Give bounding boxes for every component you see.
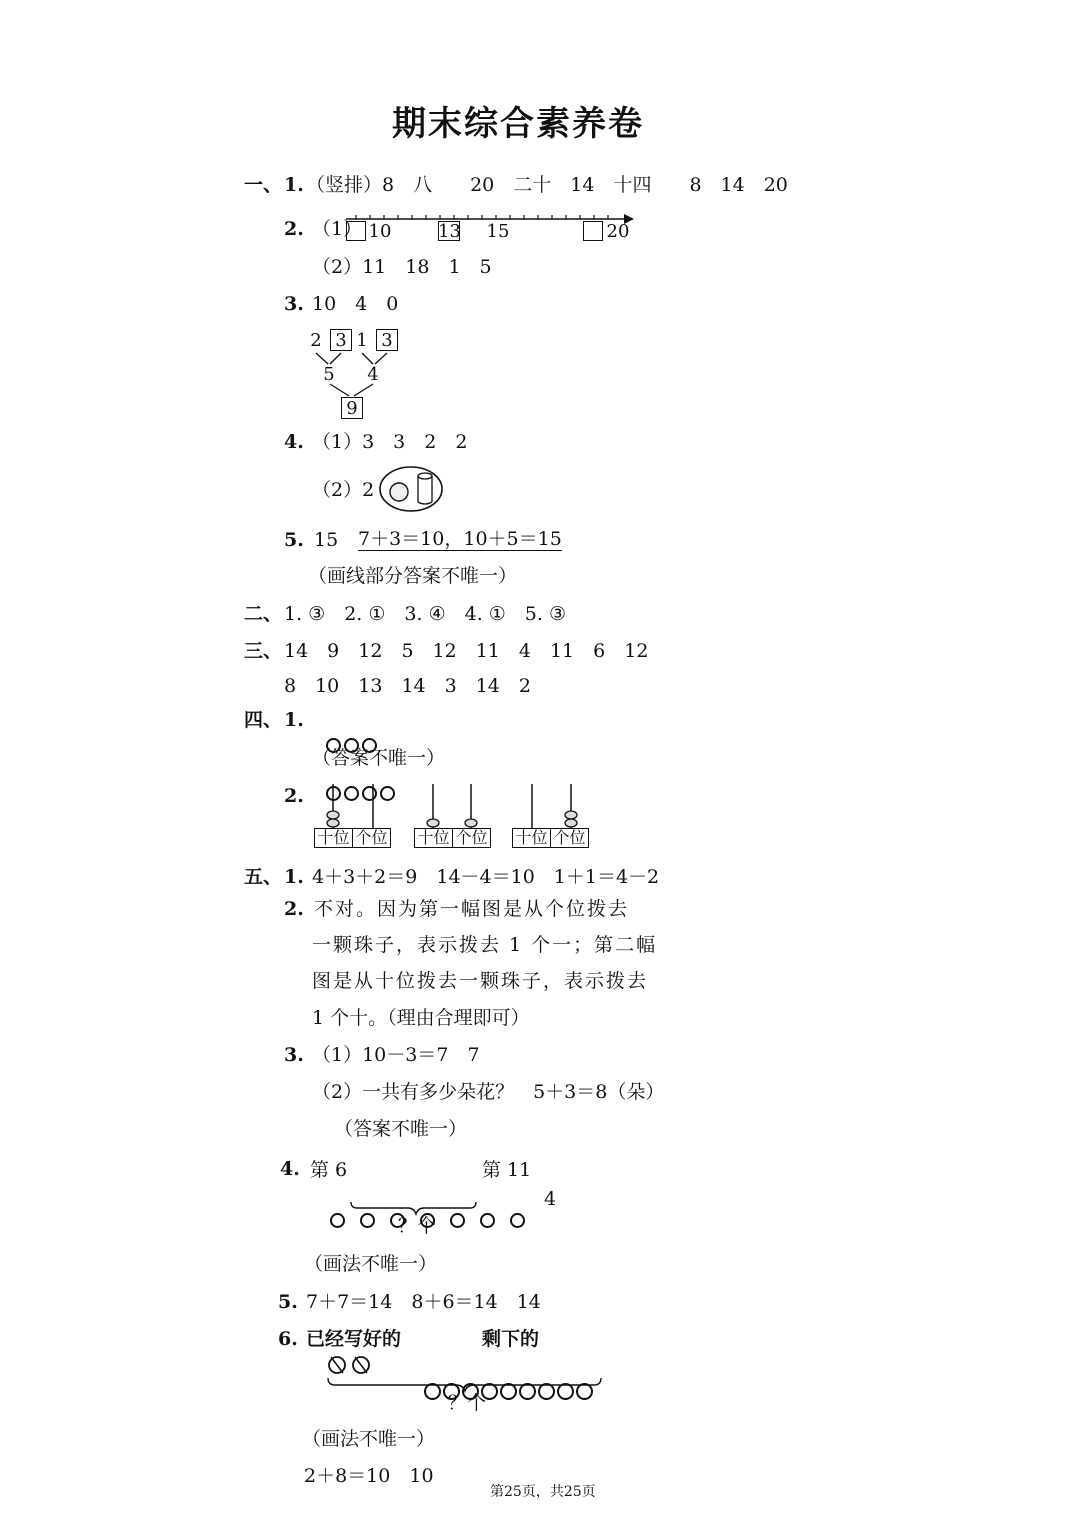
section-1-number: 一、 — [244, 174, 283, 196]
q5-4-last-label: 第 11 — [482, 1159, 532, 1181]
q5-3-note: （答案不唯一） — [334, 1118, 468, 1140]
q5-2-line2: 一颗珠子，表示拨去 1 个一；第二幅 — [312, 934, 658, 956]
tree-value-5: 5 — [323, 364, 335, 385]
q5-6-left-label: 剩下的 — [482, 1328, 540, 1350]
q1-1-answer: （竖排）8 八 20 二十 14 十四 8 14 20 — [306, 174, 788, 196]
abacus-1-tens: 十位 — [314, 828, 353, 848]
q1-2-label: 2. — [284, 218, 304, 240]
abacus-2-ones: 个位 — [452, 828, 491, 848]
section-3-number: 三、 — [244, 640, 283, 662]
tree-value-3b: 3 — [381, 330, 393, 351]
tick-label-13: 13 — [438, 221, 461, 242]
q1-5-answer: 15 — [314, 529, 339, 551]
q5-6-answer: 2＋8＝10 10 — [304, 1465, 434, 1487]
section-2-number: 二、 — [244, 603, 283, 625]
q5-2-line1: 不对。因为第一幅图是从个位拨去 — [314, 898, 630, 920]
q5-3-part2: （2）一共有多少朵花？ 5＋3＝8（朵） — [312, 1081, 665, 1103]
q5-4-label: 4. — [280, 1158, 300, 1180]
q1-2-part1: （1） — [312, 218, 363, 240]
q1-4-part1: （1）3 3 2 2 — [312, 431, 468, 453]
tree-value-9: 9 — [346, 398, 358, 419]
q4-1-label: 1. — [284, 709, 304, 731]
tick-label-10: 10 — [368, 221, 392, 242]
q4-1-note: （答案不唯一） — [312, 747, 446, 769]
q5-1-label: 1. — [284, 866, 304, 888]
abacus-3-ones: 个位 — [550, 828, 589, 848]
section-4-number: 四、 — [244, 709, 283, 731]
q5-6-note: （画法不唯一） — [302, 1428, 436, 1450]
q5-3-part1: （1）10－3＝7 7 — [312, 1044, 480, 1066]
tree-value-2: 2 — [310, 330, 322, 351]
q1-2-part2: （2）11 18 1 5 — [312, 256, 492, 278]
abacus-3-tens: 十位 — [512, 828, 551, 848]
q1-4-part2: （2）2 — [312, 479, 375, 501]
q5-6-label: 6. — [278, 1328, 298, 1350]
q5-2-label: 2. — [284, 898, 304, 920]
section-2-answers: 1. ③ 2. ① 3. ④ 4. ① 5. ③ — [284, 603, 567, 625]
q1-3-answer: 10 4 0 — [312, 293, 399, 315]
q5-2-line3: 图是从十位拨去一颗珠子，表示拨去 — [312, 970, 649, 992]
tree-value-3a: 3 — [335, 330, 347, 351]
tick-label-20: 20 — [606, 221, 630, 242]
q1-3-label: 3. — [284, 293, 304, 315]
q5-4-answer: 4 — [544, 1188, 557, 1210]
q5-4-brace-label: ？个 — [398, 1215, 437, 1237]
q5-6-brace-label: ？个 — [448, 1392, 487, 1414]
q5-3-label: 3. — [284, 1044, 304, 1066]
q5-5-label: 5. — [278, 1291, 298, 1313]
section-3-row1: 14 9 12 5 12 11 4 11 6 12 — [284, 640, 649, 662]
q5-4-note: （画法不唯一） — [304, 1253, 438, 1275]
abacus-1-ones: 个位 — [352, 828, 391, 848]
section-5-number: 五、 — [244, 866, 283, 888]
page-title: 期末综合素养卷 — [392, 104, 644, 144]
abacus-2-tens: 十位 — [414, 828, 453, 848]
section-3-row2: 8 10 13 14 3 14 2 — [284, 675, 531, 697]
q5-4-first-label: 第 6 — [310, 1159, 348, 1181]
q5-5-answer: 7＋7＝14 8＋6＝14 14 — [306, 1291, 541, 1313]
q5-2-line4: 1 个十。（理由合理即可） — [312, 1007, 530, 1029]
q1-5-underlined: 7＋3＝10，10＋5＝15 — [358, 528, 562, 550]
q5-6-written-label: 已经写好的 — [306, 1328, 402, 1350]
tree-value-1: 1 — [356, 330, 368, 351]
q1-5-label: 5. — [284, 529, 304, 551]
tick-label-15: 15 — [486, 221, 510, 242]
q5-1-answer: 4＋3＋2＝9 14－4＝10 1＋1＝4－2 — [312, 866, 660, 888]
q4-2-label: 2. — [284, 785, 304, 807]
q1-1-label: 1. — [284, 174, 304, 196]
page-footer: 第25页，共25页 — [490, 1484, 596, 1500]
q1-5-note: （画线部分答案不唯一） — [308, 565, 518, 587]
tree-value-4: 4 — [367, 364, 379, 385]
q1-4-label: 4. — [284, 431, 304, 453]
